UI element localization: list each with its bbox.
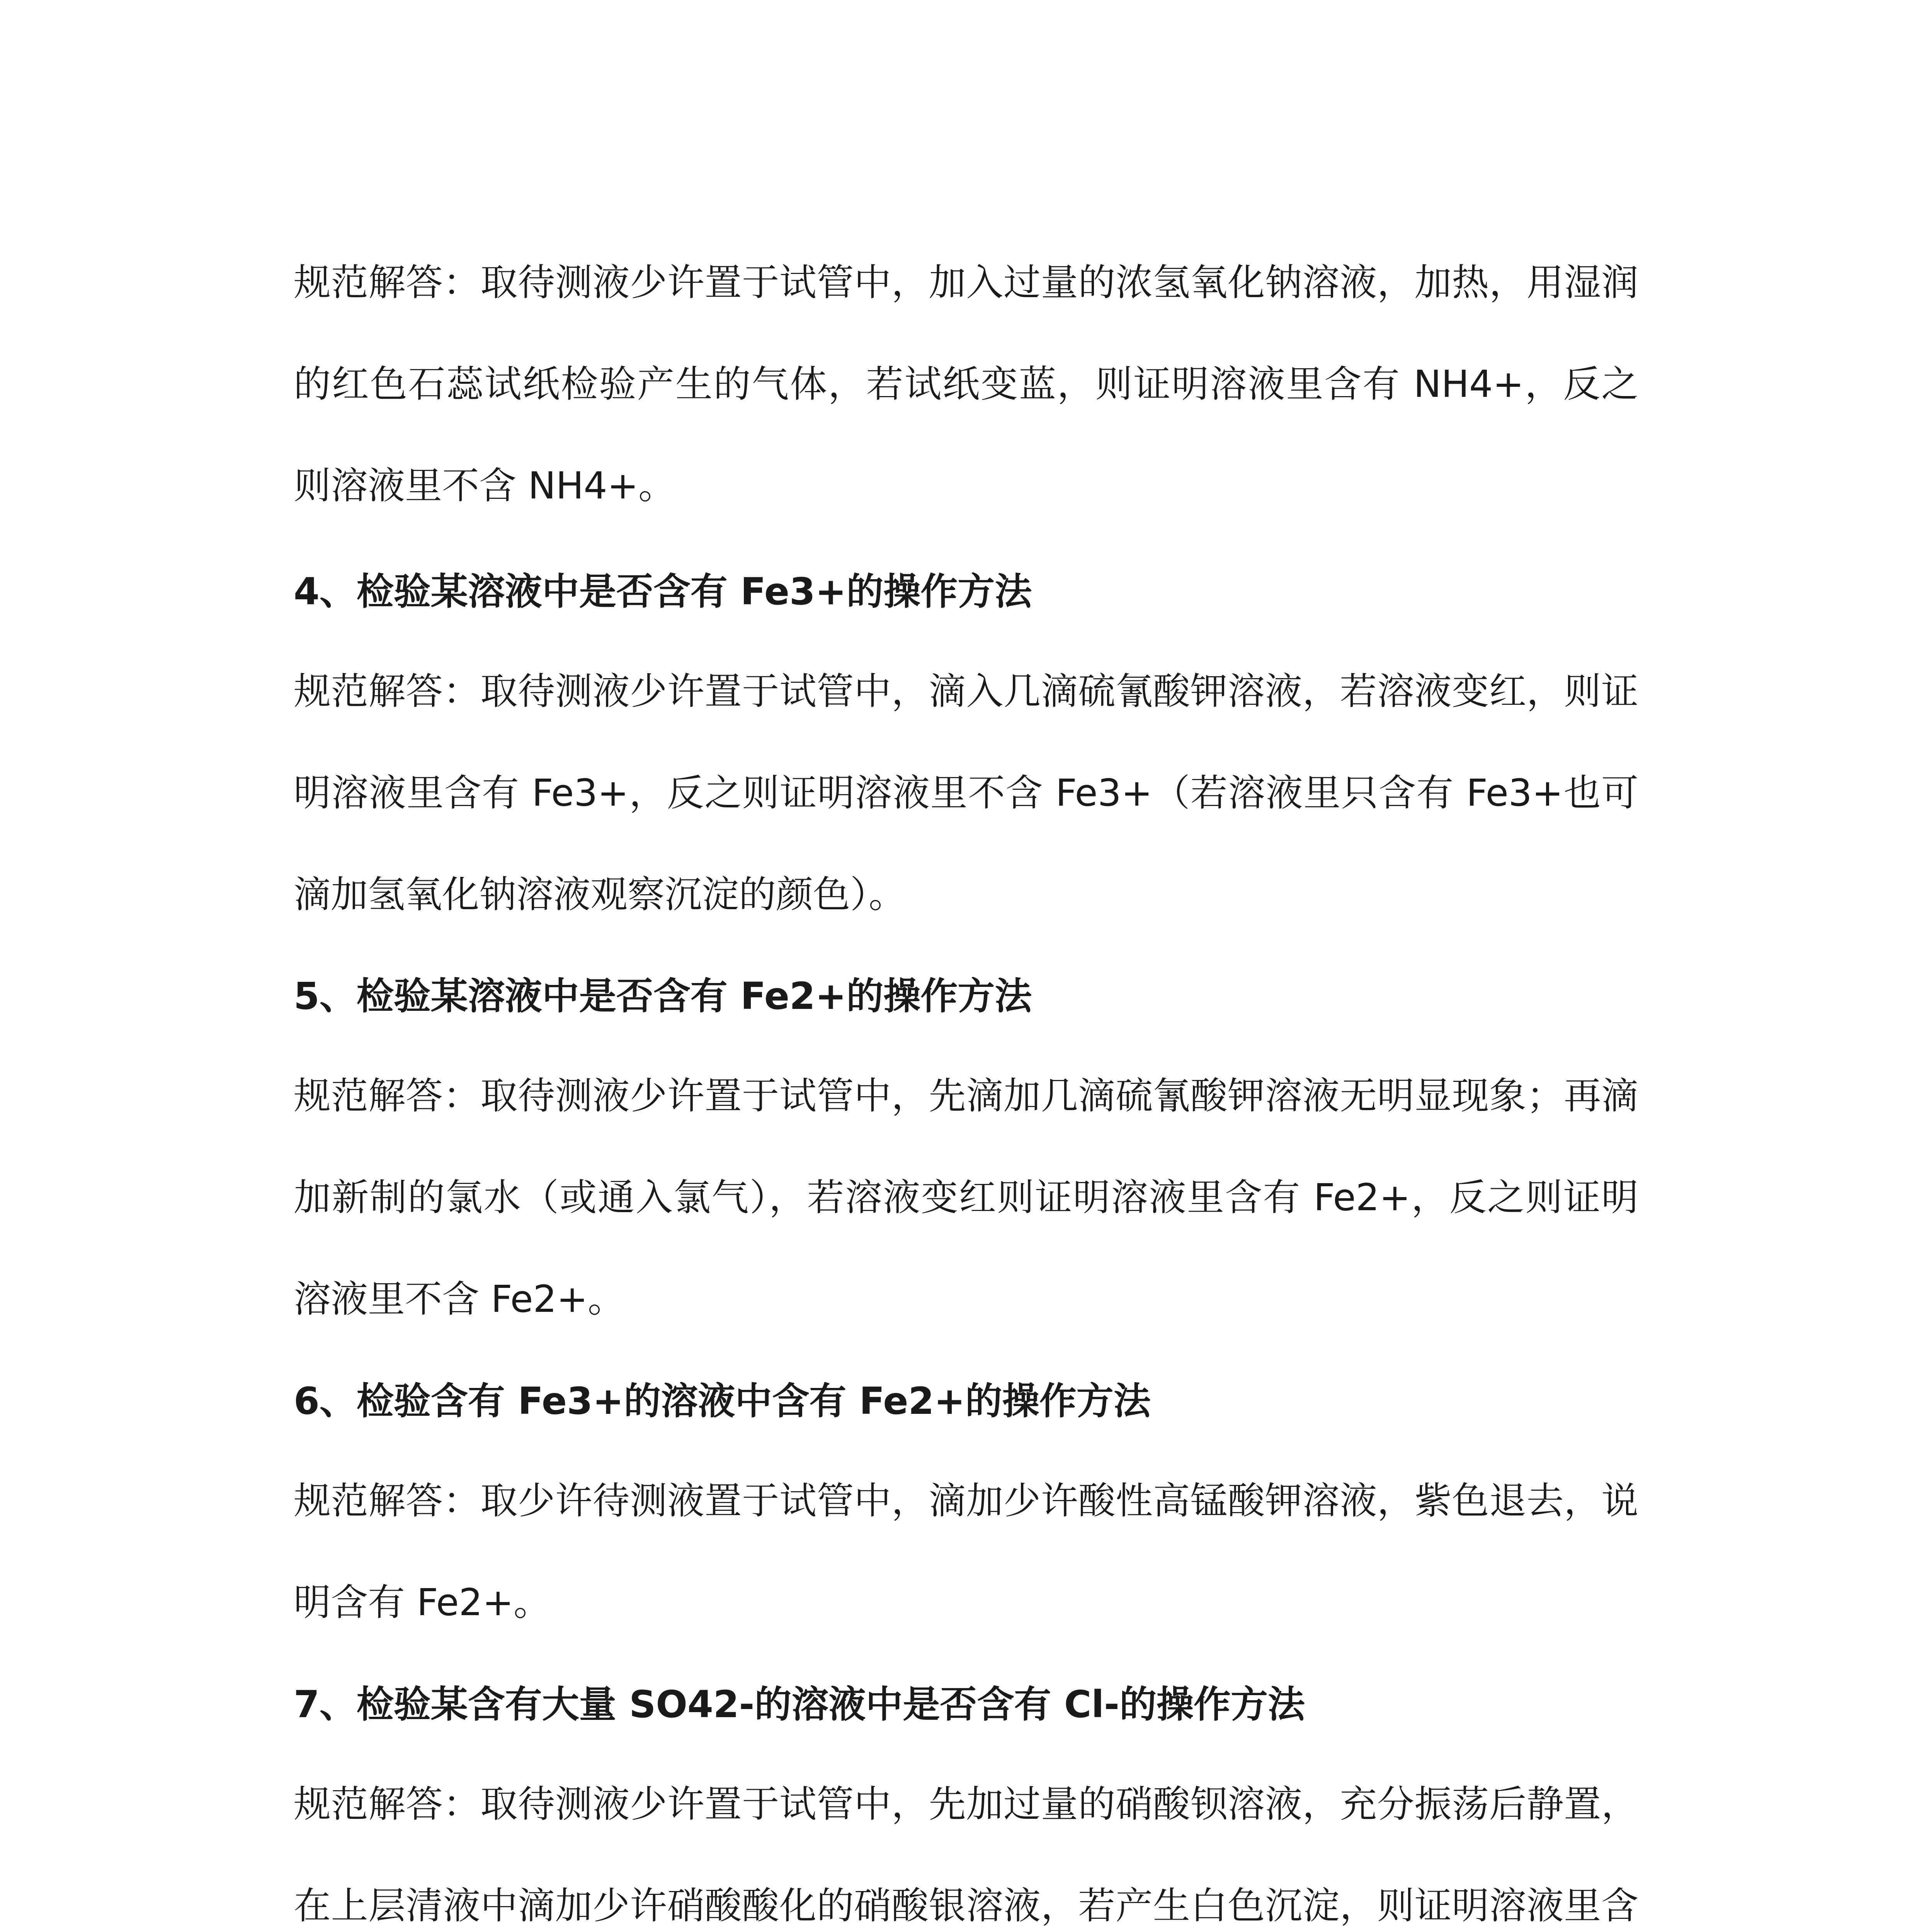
document-page (294, 0, 1638, 1932)
section-4 (294, 541, 1638, 643)
section-answer: 规范解答：取少许待测液置于试管中，滴加少许酸性高锰酸钾溶液，紫色退去，说明含有 Fe2+。 (294, 1479, 1638, 1624)
section-5-answer-block (294, 1045, 1638, 1350)
intro-answer-block (294, 232, 1638, 537)
section-4-answer-block (294, 641, 1638, 946)
section-answer: 规范解答：取待测液少许置于试管中，滴入几滴硫氰酸钾溶液，若溶液变红，则证明溶液里含有 Fe3+，反之则证明溶液里不含 Fe3+（若溶液里只含有 Fe3+也可滴加氢氧化钠溶液观察沉淀的颜色）。 (294, 670, 1638, 916)
section-answer: 规范解答：取待测液少许置于试管中，先滴加几滴硫氰酸钾溶液无明显现象；再滴加新制的氯水（或通入氯气），若溶液变红则证明溶液里含有 Fe2+，反之则证明溶液里不含 Fe2+。 (294, 1074, 1638, 1321)
section-7-answer-block (294, 1753, 1638, 1932)
section-6 (294, 1350, 1638, 1452)
section-heading: 4、检验某溶液中是否含有 Fe3+的操作方法 (294, 570, 1032, 613)
section-6-answer-block (294, 1450, 1638, 1653)
section-heading: 7、检验某含有大量 SO42-的溶液中是否含有 Cl-的操作方法 (294, 1683, 1305, 1726)
intro-answer: 规范解答：取待测液少许置于试管中，加入过量的浓氢氧化钠溶液，加热，用湿润的红色石蕊试纸检验产生的气体，若试纸变蓝，则证明溶液里含有 NH4+，反之则溶液里不含 NH4+。 (294, 261, 1638, 507)
section-7 (294, 1654, 1638, 1755)
section-answer: 规范解答：取待测液少许置于试管中，先加过量的硝酸钡溶液，充分振荡后静置，在上层清液中滴加少许硝酸酸化的硝酸银溶液，若产生白色沉淀，则证明溶液里含 (294, 1782, 1638, 1927)
section-5 (294, 946, 1638, 1047)
section-heading: 6、检验含有 Fe3+的溶液中含有 Fe2+的操作方法 (294, 1379, 1151, 1423)
section-heading: 5、检验某溶液中是否含有 Fe2+的操作方法 (294, 975, 1032, 1018)
